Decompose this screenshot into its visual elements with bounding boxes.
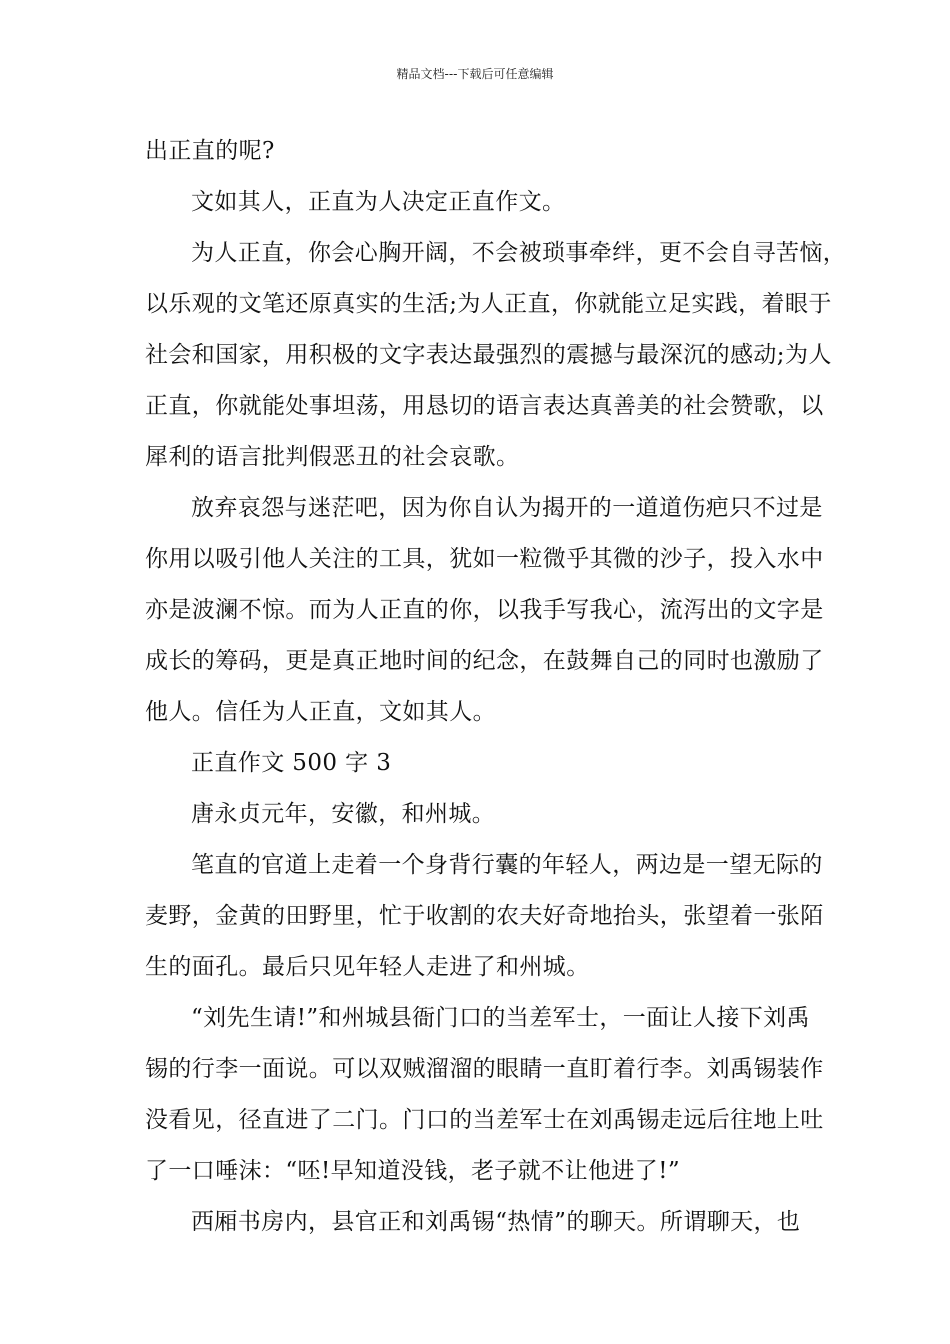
text-line: 出正直的呢? (145, 138, 275, 164)
text-line: 成长的筹码，更是真正地时间的纪念，在鼓舞自己的同时也激励了 (145, 648, 824, 674)
text-line: 以乐观的文笔还原真实的生活;为人正直，你就能立足实践，着眼于 (145, 291, 832, 317)
text-line: 锡的行李一面说。可以双贼溜溜的眼睛一直盯着行李。刘禹锡装作 (145, 1056, 824, 1082)
text-line: 西厢书房内，县官正和刘禹锡“热情”的聊天。所谓聊天，也 (191, 1209, 801, 1235)
document-body (145, 126, 847, 1248)
page-header: 精品文档---下载后可任意编辑 (396, 67, 554, 81)
text-line: 犀利的语言批判假恶丑的社会哀歌。 (145, 444, 520, 470)
text-line: 为人正直，你会心胸开阔，不会被琐事牵绊，更不会自寻苦恼， (191, 240, 847, 266)
text-line: “刘先生请!”和州城县衙门口的当差军士，一面让人接下刘禹 (191, 1005, 810, 1031)
text-line: 没看见，径直进了二门。门口的当差军士在刘禹锡走远后往地上吐 (145, 1107, 824, 1133)
text-line: 唐永贞元年，安徽，和州城。 (191, 801, 496, 827)
text-line: 笔直的官道上走着一个身背行囊的年轻人，两边是一望无际的 (191, 852, 823, 878)
text-line: 麦野，金黄的田野里，忙于收割的农夫好奇地抬头，张望着一张陌 (145, 903, 824, 929)
text-line: 他人。信任为人正直，文如其人。 (145, 699, 496, 725)
text-line: 放弃哀怨与迷茫吧，因为你自认为揭开的一道道伤疤只不过是 (191, 495, 823, 521)
text-line: 正直，你就能处事坦荡，用恳切的语言表达真善美的社会赞歌，以 (145, 393, 824, 419)
text-line: 社会和国家，用积极的文字表达最强烈的震撼与最深沉的感动;为人 (145, 342, 832, 368)
text-line: 文如其人，正直为人决定正直作文。 (191, 189, 566, 215)
section-heading: 正直作文 500 字 3 (191, 750, 392, 776)
text-line: 生的面孔。最后只见年轻人走进了和州城。 (145, 954, 590, 980)
text-line: 你用以吸引他人关注的工具，犹如一粒微乎其微的沙子，投入水中 (145, 546, 824, 572)
text-line: 了一口唾沫：“呸!早知道没钱，老子就不让他进了!” (145, 1158, 681, 1184)
text-line: 亦是波澜不惊。而为人正直的你，以我手写我心，流泻出的文字是 (145, 597, 824, 623)
